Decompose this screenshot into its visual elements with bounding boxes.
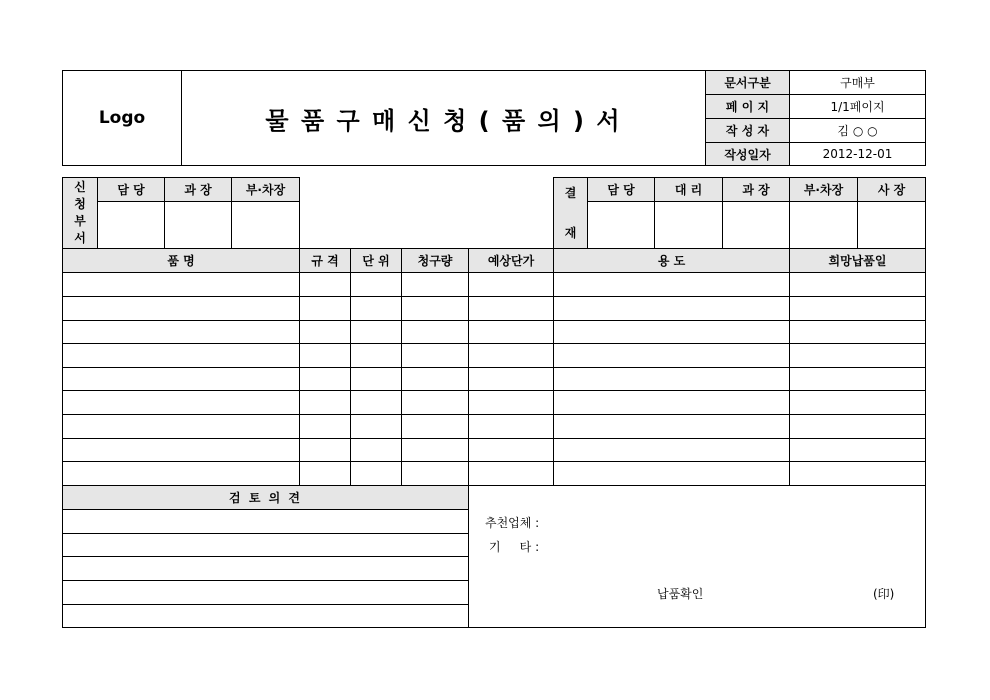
meta-value-author: 김 ○ ○ — [837, 124, 878, 138]
sign-col-staff: 담 당 — [607, 183, 635, 197]
recommended-vendor-label: 추천업체 : — [485, 516, 540, 530]
sign-col-deputy: 부·차장 — [803, 183, 844, 197]
sign-col-manager: 과 장 — [742, 183, 770, 197]
dept-sign-box-deputy[interactable] — [232, 202, 299, 248]
sign-box-president[interactable] — [858, 202, 925, 248]
dept-col-deputy: 부·차장 — [245, 183, 286, 197]
dept-col-manager: 과 장 — [184, 183, 212, 197]
table-row[interactable] — [63, 344, 925, 367]
table-row[interactable] — [63, 297, 925, 320]
col-purpose: 용 도 — [657, 254, 686, 268]
recommended-vendor-field[interactable] — [545, 510, 915, 532]
dept-sign-box-manager[interactable] — [165, 202, 231, 248]
col-quantity: 청구량 — [417, 254, 453, 268]
sign-col-president: 사 장 — [877, 183, 906, 197]
review-line[interactable] — [63, 510, 468, 533]
col-unit-price: 예상단가 — [487, 254, 535, 268]
table-row[interactable] — [63, 273, 925, 296]
sign-box-staff[interactable] — [588, 202, 654, 248]
table-row[interactable] — [63, 439, 925, 461]
sign-col-assistant-manager: 대 리 — [674, 183, 703, 197]
other-field[interactable] — [545, 534, 915, 556]
review-line[interactable] — [63, 557, 468, 580]
col-delivery-date: 희망납품일 — [828, 254, 887, 268]
meta-label-page: 페 이 지 — [725, 100, 770, 114]
document-title: 물 품 구 매 신 청 ( 품 의 ) 서 — [265, 106, 622, 135]
table-row[interactable] — [63, 368, 925, 390]
review-line[interactable] — [63, 534, 468, 556]
sign-box-assistant-manager[interactable] — [655, 202, 722, 248]
col-unit: 단 위 — [362, 254, 390, 268]
delivery-confirmation-label: 납품확인 — [657, 587, 704, 601]
table-row[interactable] — [63, 415, 925, 438]
col-item-name: 품 명 — [167, 254, 195, 268]
sign-box-deputy[interactable] — [790, 202, 857, 248]
dept-col-staff: 담 당 — [117, 183, 145, 197]
meta-value-page: 1/1페이지 — [830, 100, 885, 114]
dept-sign-box-staff[interactable] — [98, 202, 164, 248]
review-opinion-title: 검 토 의 견 — [229, 491, 302, 505]
sign-box-manager[interactable] — [723, 202, 789, 248]
requesting-dept-label: 신 청 부 서 — [74, 180, 86, 245]
meta-value-date: 2012-12-01 — [822, 147, 893, 161]
table-row[interactable] — [63, 462, 925, 485]
logo: Logo — [98, 108, 146, 128]
table-row[interactable] — [63, 391, 925, 414]
meta-label-date: 작성일자 — [724, 147, 771, 162]
meta-label-doc-type: 문서구분 — [724, 76, 771, 90]
col-spec: 규 격 — [311, 254, 339, 268]
other-label: 기 타 : — [489, 540, 540, 554]
meta-value-doc-type: 구매부 — [840, 76, 875, 90]
meta-label-author: 작 성 자 — [725, 124, 770, 138]
seal-mark[interactable]: (印) — [873, 587, 895, 601]
review-line[interactable] — [63, 605, 468, 627]
review-line[interactable] — [63, 581, 468, 604]
approval-label: 결 재 — [564, 186, 577, 240]
table-row[interactable] — [63, 321, 925, 343]
